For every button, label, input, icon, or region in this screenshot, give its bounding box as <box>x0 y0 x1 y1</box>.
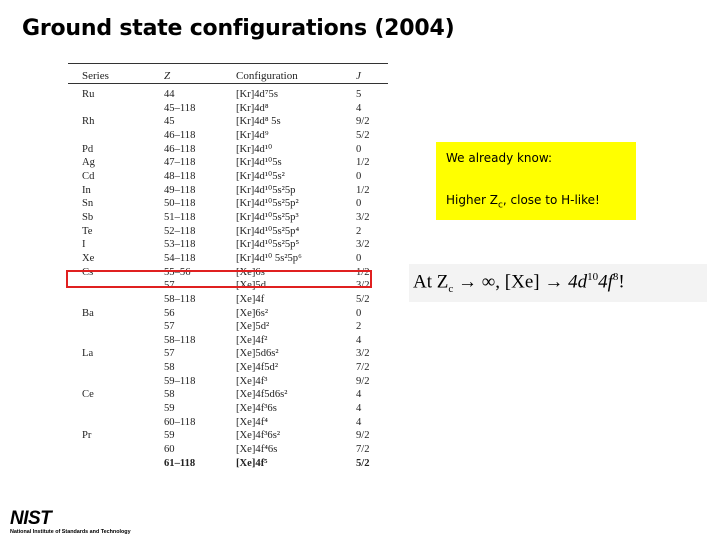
cell-z: 47–118 <box>164 157 196 169</box>
cell-z: 58–118 <box>164 334 196 346</box>
cell-series <box>68 320 164 334</box>
cell-z: 57 <box>164 280 175 292</box>
cell-configuration: [Xe]4f² <box>236 334 268 346</box>
table-row <box>68 375 380 389</box>
cell-j: 4 <box>356 416 362 428</box>
cell-configuration: [Kr]4d¹⁰ 5s²5p⁶ <box>236 252 302 264</box>
table-row <box>68 388 380 402</box>
cell-configuration: [Kr]4d⁸ <box>236 102 269 114</box>
cell-series <box>68 361 164 375</box>
cell-series: Pd <box>82 143 94 155</box>
cell-z: 49–118 <box>164 184 196 196</box>
table-row <box>68 84 380 102</box>
cell-j: 3/2 <box>356 348 370 360</box>
table-row <box>68 170 380 184</box>
note-line-2-suffix: , close to H-like! <box>502 193 600 207</box>
cell-j: 0 <box>356 143 362 155</box>
cell-configuration: [Xe]4f⁴ <box>236 416 268 428</box>
cell-series: Ru <box>82 89 95 100</box>
cell-configuration: [Xe]5d <box>236 280 267 292</box>
cell-configuration: [Xe]4f³ <box>236 375 268 387</box>
cell-j: 7/2 <box>356 362 370 374</box>
table-row <box>68 361 380 375</box>
cell-series: Te <box>82 225 93 237</box>
limit-prefix: At Z <box>413 271 449 293</box>
cell-z: 54–118 <box>164 252 196 264</box>
cell-z: 52–118 <box>164 225 196 237</box>
cell-z: 59–118 <box>164 375 196 387</box>
table-row <box>68 115 380 129</box>
cell-z: 46–118 <box>164 143 196 155</box>
header-configuration: Configuration <box>236 70 298 82</box>
cell-z: 61–118 <box>164 457 196 469</box>
limit-subscript: c <box>448 283 454 296</box>
limit-d-orbital: 4d <box>568 271 588 293</box>
table-row <box>68 416 380 430</box>
note-line-2-prefix: Higher Z <box>446 193 498 207</box>
cell-configuration: [Xe]4f5d² <box>236 362 279 374</box>
cell-configuration: [Xe]4f³6s <box>236 403 277 415</box>
cell-series: Ag <box>82 157 95 169</box>
cell-j: 3/2 <box>356 211 370 223</box>
limit-suffix: ! <box>618 271 625 293</box>
note-line-1: We already know: <box>446 151 553 165</box>
cell-j: 4 <box>356 389 362 401</box>
nist-logo-mark: NIST <box>10 508 52 529</box>
table-row <box>68 320 380 334</box>
limit-statement <box>413 271 625 295</box>
cell-configuration: [Xe]4f⁴6s <box>236 444 278 456</box>
cell-series <box>68 457 164 471</box>
cell-series: Sn <box>82 198 94 210</box>
cell-configuration: [Kr]4d⁹ <box>236 129 269 141</box>
table-row <box>68 347 380 361</box>
cell-configuration: [Kr]4d¹⁰5s²5p³ <box>236 211 299 223</box>
cell-j: 9/2 <box>356 116 370 128</box>
limit-d-exponent: 10 <box>587 271 599 283</box>
cell-z: 57 <box>164 348 175 360</box>
cell-configuration: [Kr]4d¹⁰5s²5p⁵ <box>236 239 300 251</box>
cell-j: 3/2 <box>356 280 370 292</box>
cell-j: 5 <box>356 89 362 100</box>
cell-j: 0 <box>356 307 362 319</box>
cell-series <box>68 416 164 430</box>
nist-logo <box>8 508 168 538</box>
cell-configuration: [Kr]4d⁷5s <box>236 89 278 100</box>
cell-series: In <box>82 184 91 196</box>
cell-series <box>68 293 164 307</box>
cell-series: Ba <box>82 307 94 319</box>
table-row <box>68 143 380 157</box>
cell-z: 56 <box>164 307 175 319</box>
cell-j: 0 <box>356 170 362 182</box>
note-line-2 <box>446 193 600 210</box>
cell-series: Rh <box>82 116 95 128</box>
cell-j: 1/2 <box>356 266 370 278</box>
cell-configuration: [Xe]6s² <box>236 307 269 319</box>
cell-configuration: [Xe]4f³6s² <box>236 430 281 442</box>
table-top-rule <box>68 63 388 64</box>
cell-configuration: [Xe]4f <box>236 293 265 305</box>
cell-z: 58 <box>164 362 175 374</box>
cell-z: 57 <box>164 321 175 333</box>
cell-configuration: [Kr]4d¹⁰5s²5p <box>236 184 296 196</box>
table-row <box>68 252 380 266</box>
table-row <box>68 184 380 198</box>
xenon-row-highlight <box>66 270 372 288</box>
cell-z: 48–118 <box>164 170 196 182</box>
cell-series: Sb <box>82 211 94 223</box>
table-row <box>68 156 380 170</box>
cell-j: 5/2 <box>356 457 370 469</box>
limit-statement-box <box>409 264 707 302</box>
table-row <box>68 225 380 239</box>
cell-z: 59 <box>164 403 175 415</box>
cell-j: 9/2 <box>356 430 370 442</box>
cell-configuration: [Kr]4d¹⁰ <box>236 143 273 155</box>
cell-z: 55–56 <box>164 266 191 278</box>
cell-j: 0 <box>356 252 362 264</box>
cell-configuration: [Xe]5d² <box>236 321 270 333</box>
cell-series: La <box>82 348 94 360</box>
cell-j: 9/2 <box>356 375 370 387</box>
cell-configuration: [Kr]4d¹⁰5s²5p² <box>236 198 299 210</box>
cell-j: 2 <box>356 225 362 237</box>
cell-series <box>68 375 164 389</box>
header-j: J <box>356 70 361 82</box>
cell-series: Pr <box>82 430 92 442</box>
cell-z: 45 <box>164 116 175 128</box>
cell-z: 58 <box>164 389 175 401</box>
table-row <box>68 293 380 307</box>
table-row <box>68 457 380 471</box>
table-row <box>68 429 380 443</box>
table-row <box>68 402 380 416</box>
cell-series <box>68 443 164 457</box>
header-series: Series <box>82 70 109 82</box>
cell-series: I <box>82 239 86 251</box>
table-row <box>68 334 380 348</box>
cell-z: 44 <box>164 89 175 100</box>
table-row <box>68 197 380 211</box>
table-row <box>68 307 380 321</box>
cell-configuration: [Xe]6s <box>236 266 265 278</box>
cell-z: 51–118 <box>164 211 196 223</box>
cell-j: 3/2 <box>356 239 370 251</box>
note-box <box>436 142 636 220</box>
cell-series <box>68 129 164 143</box>
cell-z: 60–118 <box>164 416 196 428</box>
cell-configuration: [Xe]5d6s² <box>236 348 279 360</box>
limit-f-exponent: 8 <box>612 271 619 283</box>
cell-j: 2 <box>356 321 362 333</box>
cell-j: 1/2 <box>356 184 370 196</box>
cell-j: 5/2 <box>356 129 370 141</box>
cell-series: Cs <box>82 266 94 278</box>
cell-j: 4 <box>356 334 362 346</box>
table-row <box>68 443 380 457</box>
note-line-2-subscript: c <box>497 200 503 211</box>
cell-j: 4 <box>356 102 362 114</box>
cell-j: 4 <box>356 403 362 415</box>
cell-configuration: [Xe]4f⁵ <box>236 457 268 469</box>
cell-series: Cd <box>82 170 95 182</box>
cell-z: 46–118 <box>164 129 196 141</box>
cell-j: 7/2 <box>356 444 370 456</box>
cell-z: 59 <box>164 430 175 442</box>
cell-series <box>68 102 164 116</box>
cell-configuration: [Kr]4d¹⁰5s <box>236 157 282 169</box>
cell-series: Xe <box>82 252 95 264</box>
cell-configuration: [Kr]4d¹⁰5s² <box>236 170 285 182</box>
table-row <box>68 211 380 225</box>
cell-j: 5/2 <box>356 293 370 305</box>
limit-middle: → ∞, [Xe] → <box>453 271 569 293</box>
table-row <box>68 102 380 116</box>
cell-configuration: [Xe]4f5d6s² <box>236 389 288 401</box>
cell-z: 45–118 <box>164 102 196 114</box>
nist-logo-text: National Institute of Standards and Technology <box>10 529 131 535</box>
cell-j: 0 <box>356 198 362 210</box>
table-header-row <box>68 68 380 84</box>
cell-configuration: [Kr]4d⁸ 5s <box>236 116 281 128</box>
cell-series <box>68 402 164 416</box>
cell-series <box>68 334 164 348</box>
cell-j: 1/2 <box>356 157 370 169</box>
cell-series: Ce <box>82 389 94 401</box>
cell-z: 58–118 <box>164 293 196 305</box>
header-z: Z <box>164 70 171 82</box>
cell-z: 50–118 <box>164 198 196 210</box>
table-row <box>68 129 380 143</box>
cell-z: 60 <box>164 444 175 456</box>
table-row <box>68 238 380 252</box>
limit-f-orbital: 4f <box>598 271 613 293</box>
cell-configuration: [Kr]4d¹⁰5s²5p⁴ <box>236 225 300 237</box>
cell-z: 53–118 <box>164 239 196 251</box>
page-title: Ground state configurations (2004) <box>22 16 455 41</box>
